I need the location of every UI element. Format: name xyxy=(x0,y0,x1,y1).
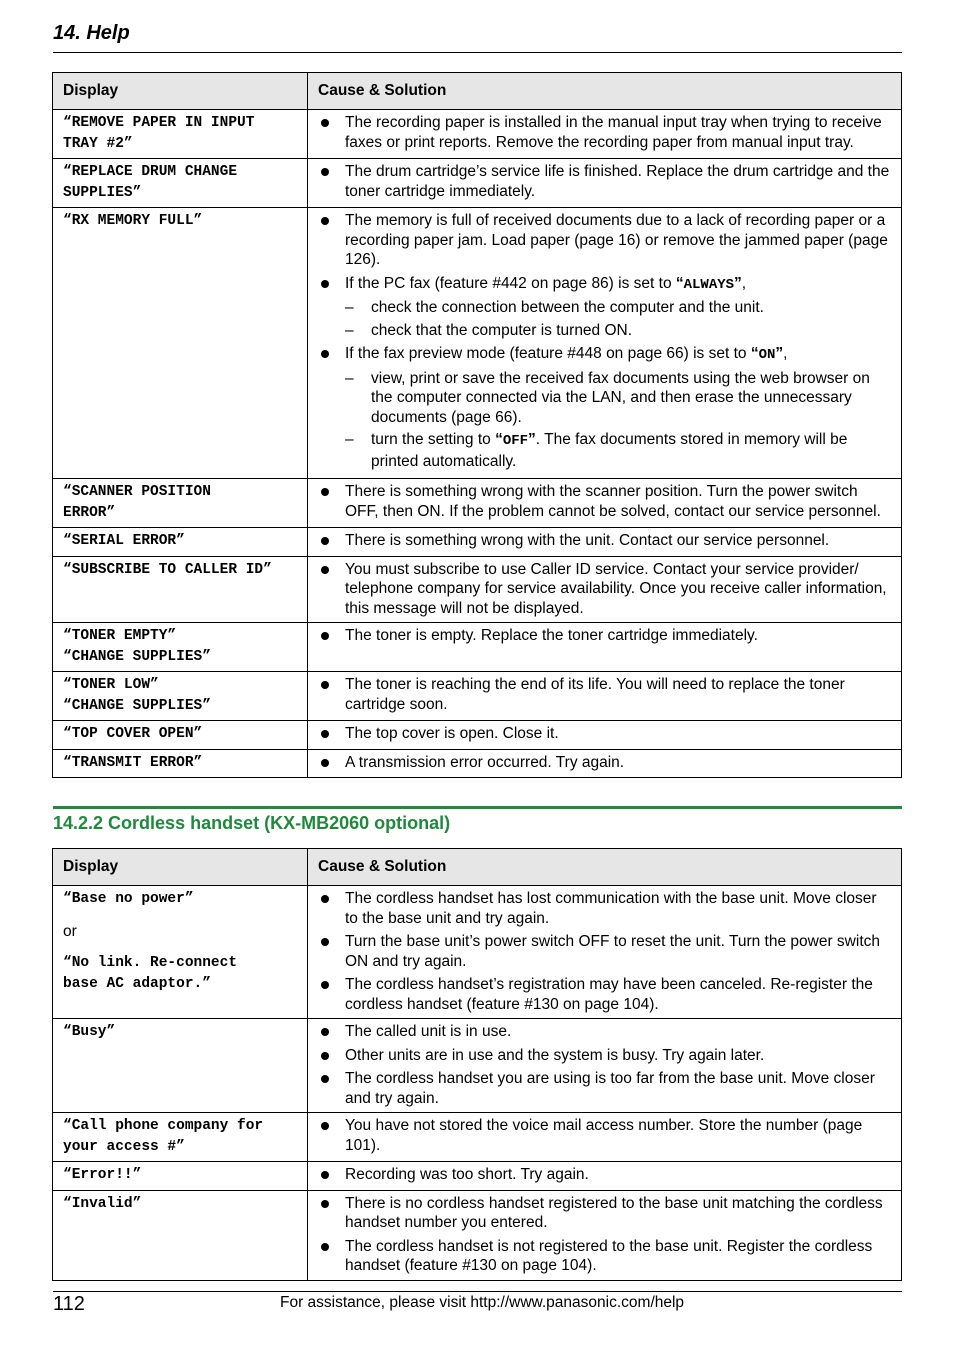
solution-list xyxy=(318,560,891,619)
display-message-text: No link. Re-connect xyxy=(71,955,238,971)
cause-solution-cell xyxy=(308,110,902,159)
text-segment: ” xyxy=(775,345,784,362)
solution-list xyxy=(318,675,891,714)
display-message-text: CHANGE SUPPLIES xyxy=(71,697,203,714)
solution-item xyxy=(318,1046,891,1066)
cause-solution-cell xyxy=(308,1113,902,1162)
cause-solution-cell xyxy=(308,721,902,750)
display-message xyxy=(63,560,297,581)
display-message xyxy=(63,675,297,716)
display-message-text: your access # xyxy=(63,1138,177,1155)
display-message xyxy=(63,113,297,154)
error-table-handset xyxy=(52,848,902,1281)
text-segment: The called unit is in use. xyxy=(345,1023,512,1040)
display-message-text: Base no power xyxy=(71,891,185,907)
solution-list xyxy=(318,162,891,201)
cause-solution-cell xyxy=(308,208,902,479)
solution-list xyxy=(318,482,891,521)
table-row xyxy=(53,110,902,159)
text-segment: ” xyxy=(528,431,536,448)
cause-solution-cell xyxy=(308,623,902,672)
cause-solution-cell xyxy=(308,886,902,1019)
display-cell xyxy=(53,749,308,778)
cause-solution-cell xyxy=(308,1019,902,1113)
display-message xyxy=(63,953,297,994)
display-message-line: “TONER LOW” xyxy=(63,677,159,693)
table-header-row xyxy=(53,73,902,110)
display-cell xyxy=(53,208,308,479)
cause-solution-cell xyxy=(308,672,902,721)
display-message xyxy=(63,211,297,232)
text-segment: There is no cordless handset registered to the base unit matching the cordless handset number you entered. xyxy=(345,1194,883,1231)
display-message xyxy=(63,1116,297,1157)
display-alternative-label: or xyxy=(63,922,77,940)
text-segment: , xyxy=(741,274,747,292)
text-segment: The cordless handset you are using is too far from the base unit. Move closer and try again. xyxy=(345,1070,875,1107)
display-message-line: ERROR” xyxy=(63,504,116,521)
display-message-text: TONER LOW xyxy=(71,677,151,693)
table-row xyxy=(53,749,902,778)
display-message-line: “CHANGE SUPPLIES” xyxy=(63,648,211,665)
sub-step-item xyxy=(345,430,891,471)
solution-list xyxy=(318,211,891,471)
display-message-line: “CHANGE SUPPLIES” xyxy=(63,697,211,714)
display-cell xyxy=(53,110,308,159)
display-message xyxy=(63,626,297,667)
cause-solution-cell xyxy=(308,479,902,528)
text-segment: , xyxy=(783,345,788,362)
solution-list xyxy=(318,626,891,646)
text-segment: The cordless handset’s registration may have been canceled. Re-register the cordless handset (feature #130 on page 104). xyxy=(345,976,873,1013)
chapter-title: 14. Help xyxy=(53,22,130,44)
table-row xyxy=(53,886,902,1019)
solution-list xyxy=(318,113,891,152)
error-table-fax xyxy=(52,72,902,778)
setting-value: ON xyxy=(758,347,776,363)
text-segment: “ xyxy=(675,274,684,292)
solution-item xyxy=(318,889,891,928)
table-header-row xyxy=(53,849,902,886)
text-segment: There is something wrong with the unit. Contact our service personnel. xyxy=(345,532,830,549)
display-cell xyxy=(53,556,308,623)
solution-list xyxy=(318,1194,891,1276)
display-message xyxy=(63,724,297,745)
column-header-cause: Cause & Solution xyxy=(308,849,902,886)
solution-item xyxy=(318,1194,891,1233)
solution-item xyxy=(318,1165,891,1185)
solution-item xyxy=(318,1022,891,1042)
display-message-text: SUBSCRIBE TO CALLER ID xyxy=(71,561,264,578)
display-message-line: “REPLACE DRUM CHANGE xyxy=(63,164,238,180)
cause-solution-cell xyxy=(308,1190,902,1280)
solution-item xyxy=(318,753,891,773)
display-message-text: Invalid xyxy=(71,1195,133,1212)
display-message-line: SUPPLIES” xyxy=(63,184,142,201)
display-message-line: “TOP COVER OPEN” xyxy=(63,726,203,742)
table-row xyxy=(53,479,902,528)
solution-item xyxy=(318,274,891,341)
solution-item xyxy=(318,344,891,471)
footer-rule xyxy=(53,1291,902,1292)
sub-step-list xyxy=(345,369,891,472)
table-row xyxy=(53,208,902,479)
display-cell xyxy=(53,528,308,557)
display-message-line: “Call phone company for xyxy=(63,1118,264,1134)
page-number: 112 xyxy=(53,1293,85,1315)
table-row xyxy=(53,1190,902,1280)
table-row xyxy=(53,1113,902,1162)
text-segment: The top cover is open. Close it. xyxy=(345,725,559,742)
text-segment: check the connection between the computer and the unit. xyxy=(371,299,764,316)
section-divider xyxy=(53,806,902,809)
solution-list xyxy=(318,1116,891,1155)
display-message-text: CHANGE SUPPLIES xyxy=(71,648,203,665)
display-message-line: “No link. Re-connect xyxy=(63,955,238,971)
display-cell xyxy=(53,672,308,721)
display-message-text: SERIAL ERROR xyxy=(71,533,177,549)
cause-solution-cell xyxy=(308,528,902,557)
setting-value: ALWAYS xyxy=(683,276,735,293)
sub-step-item xyxy=(345,321,891,341)
text-segment: Recording was too short. Try again. xyxy=(345,1166,589,1183)
section-heading: 14.2.2 Cordless handset (KX-MB2060 optional) xyxy=(53,813,451,833)
sub-step-item xyxy=(345,298,891,318)
text-segment: The memory is full of received documents due to a lack of recording paper or a recording paper jam. Load paper (page 16) or remove the jammed paper (page 126). xyxy=(345,212,888,268)
text-segment: check that the computer is turned ON. xyxy=(371,321,633,339)
solution-item xyxy=(318,1237,891,1276)
display-message-line: “Invalid” xyxy=(63,1195,142,1212)
display-message-text: TOP COVER OPEN xyxy=(71,726,194,742)
display-message-text: TRANSMIT ERROR xyxy=(71,754,194,771)
footer-assistance-text: For assistance, please visit http://www.panasonic.com/help xyxy=(280,1294,685,1311)
table-row xyxy=(53,672,902,721)
display-message xyxy=(63,482,297,523)
display-message xyxy=(63,1165,297,1186)
solution-item xyxy=(318,211,891,270)
solution-list xyxy=(318,1022,891,1108)
solution-item xyxy=(318,482,891,521)
solution-item xyxy=(318,162,891,201)
display-message xyxy=(63,531,297,552)
display-cell xyxy=(53,1190,308,1280)
text-segment: There is something wrong with the scanner position. Turn the power switch OFF, then ON. If the problem cannot be solved, contact our service personnel. xyxy=(345,483,881,520)
display-message-text: SUPPLIES xyxy=(63,184,133,201)
text-segment: The drum cartridge’s service life is finished. Replace the drum cartridge and the toner cartridge immediately. xyxy=(345,163,890,200)
display-message-line: “Error!!” xyxy=(63,1167,142,1183)
display-message-text: base AC adaptor. xyxy=(63,975,203,992)
solution-item xyxy=(318,113,891,152)
table-row xyxy=(53,1162,902,1191)
display-message-text: TRAY #2 xyxy=(63,135,124,152)
display-cell xyxy=(53,1019,308,1113)
sub-step-item xyxy=(345,369,891,428)
display-message xyxy=(63,1022,297,1043)
text-segment: The recording paper is installed in the manual input tray when trying to receive faxes or print reports. Remove the recording paper from manual input tray. xyxy=(345,114,882,151)
text-segment: turn the setting to xyxy=(371,431,496,448)
display-message-line: “SUBSCRIBE TO CALLER ID” xyxy=(63,561,272,578)
cause-solution-cell xyxy=(308,159,902,208)
text-segment: . The fax documents stored in memory will be printed automatically. xyxy=(371,431,848,470)
solution-list xyxy=(318,531,891,551)
text-segment: The cordless handset has lost communication with the base unit. Move closer to the base unit and try again. xyxy=(345,890,877,927)
cause-solution-cell xyxy=(308,556,902,623)
display-message xyxy=(63,1194,297,1215)
table-row xyxy=(53,623,902,672)
table-row xyxy=(53,528,902,557)
display-message xyxy=(63,162,297,203)
display-message-text: Busy xyxy=(71,1024,107,1040)
display-cell xyxy=(53,721,308,750)
solution-item xyxy=(318,560,891,619)
column-header-display: Display xyxy=(53,849,308,886)
display-message-text: TONER EMPTY xyxy=(71,628,168,644)
display-message xyxy=(63,889,297,910)
solution-list xyxy=(318,1165,891,1185)
text-segment: The toner is empty. Replace the toner cartridge immediately. xyxy=(345,627,758,644)
display-message-line: “REMOVE PAPER IN INPUT xyxy=(63,115,255,131)
text-segment: If the PC fax (feature #442 on page 86) is set to xyxy=(345,274,676,292)
text-segment: “ xyxy=(750,345,759,362)
text-segment: view, print or save the received fax documents using the web browser on the computer connected via the LAN, and then erase the unnecessary documents (page 66). xyxy=(371,369,870,426)
solution-list xyxy=(318,889,891,1014)
table-row xyxy=(53,159,902,208)
solution-item xyxy=(318,531,891,551)
display-message-line: “RX MEMORY FULL” xyxy=(63,213,203,229)
cause-solution-cell xyxy=(308,749,902,778)
display-cell xyxy=(53,1162,308,1191)
display-message-text: Call phone company for xyxy=(71,1118,264,1134)
sub-step-list xyxy=(345,298,891,340)
display-cell xyxy=(53,479,308,528)
text-segment: Other units are in use and the system is busy. Try again later. xyxy=(345,1046,765,1064)
solution-item xyxy=(318,675,891,714)
text-segment: The cordless handset is not registered to the base unit. Register the cordless handset (feature #130 on page 104). xyxy=(345,1237,873,1274)
text-segment: Turn the base unit’s power switch OFF to reset the unit. Turn the power switch ON and try again. xyxy=(345,933,880,970)
display-cell xyxy=(53,1113,308,1162)
display-message-line: “SCANNER POSITION xyxy=(63,484,211,500)
display-cell xyxy=(53,623,308,672)
solution-item xyxy=(318,975,891,1014)
solution-list xyxy=(318,724,891,744)
text-segment: You have not stored the voice mail access number. Store the number (page 101). xyxy=(345,1117,863,1154)
display-message-line: base AC adaptor.” xyxy=(63,975,211,992)
solution-item xyxy=(318,1069,891,1108)
text-segment: You must subscribe to use Caller ID service. Contact your service provider/ telephone company for service availability. Once you receive caller information, this message will not be displayed. xyxy=(345,560,887,617)
text-segment: If the fax preview mode (feature #448 on page 66) is set to xyxy=(345,345,751,362)
display-message-text: REPLACE DRUM CHANGE xyxy=(71,164,238,180)
text-segment: A transmission error occurred. Try again. xyxy=(345,753,625,771)
display-message-line: “Base no power” xyxy=(63,891,194,907)
table-row xyxy=(53,556,902,623)
display-message-line: “Busy” xyxy=(63,1024,116,1040)
solution-list xyxy=(318,753,891,773)
display-message-line: your access #” xyxy=(63,1138,185,1155)
display-cell xyxy=(53,159,308,208)
display-message-text: REMOVE PAPER IN INPUT xyxy=(71,115,255,131)
setting-value: OFF xyxy=(502,433,529,449)
display-message-text: ERROR xyxy=(63,504,107,521)
column-header-display: Display xyxy=(53,73,308,110)
header-rule xyxy=(53,52,902,53)
text-segment: ” xyxy=(734,274,742,292)
display-message-text: RX MEMORY FULL xyxy=(71,213,194,229)
column-header-cause: Cause & Solution xyxy=(308,73,902,110)
text-segment: The toner is reaching the end of its life. You will need to replace the toner cartridge soon. xyxy=(345,676,845,713)
table-row xyxy=(53,721,902,750)
display-message-line: “TRANSMIT ERROR” xyxy=(63,754,203,771)
display-message-text: SCANNER POSITION xyxy=(71,484,211,500)
display-message-line: TRAY #2” xyxy=(63,135,133,152)
display-message-line: “SERIAL ERROR” xyxy=(63,533,185,549)
text-segment: “ xyxy=(495,431,503,448)
solution-item xyxy=(318,626,891,646)
display-cell xyxy=(53,886,308,1019)
solution-item xyxy=(318,932,891,971)
solution-item xyxy=(318,1116,891,1155)
display-message-line: “TONER EMPTY” xyxy=(63,628,177,644)
table-row xyxy=(53,1019,902,1113)
cause-solution-cell xyxy=(308,1162,902,1191)
display-message-text: Error!! xyxy=(71,1167,133,1183)
solution-item xyxy=(318,724,891,744)
display-message xyxy=(63,753,297,774)
